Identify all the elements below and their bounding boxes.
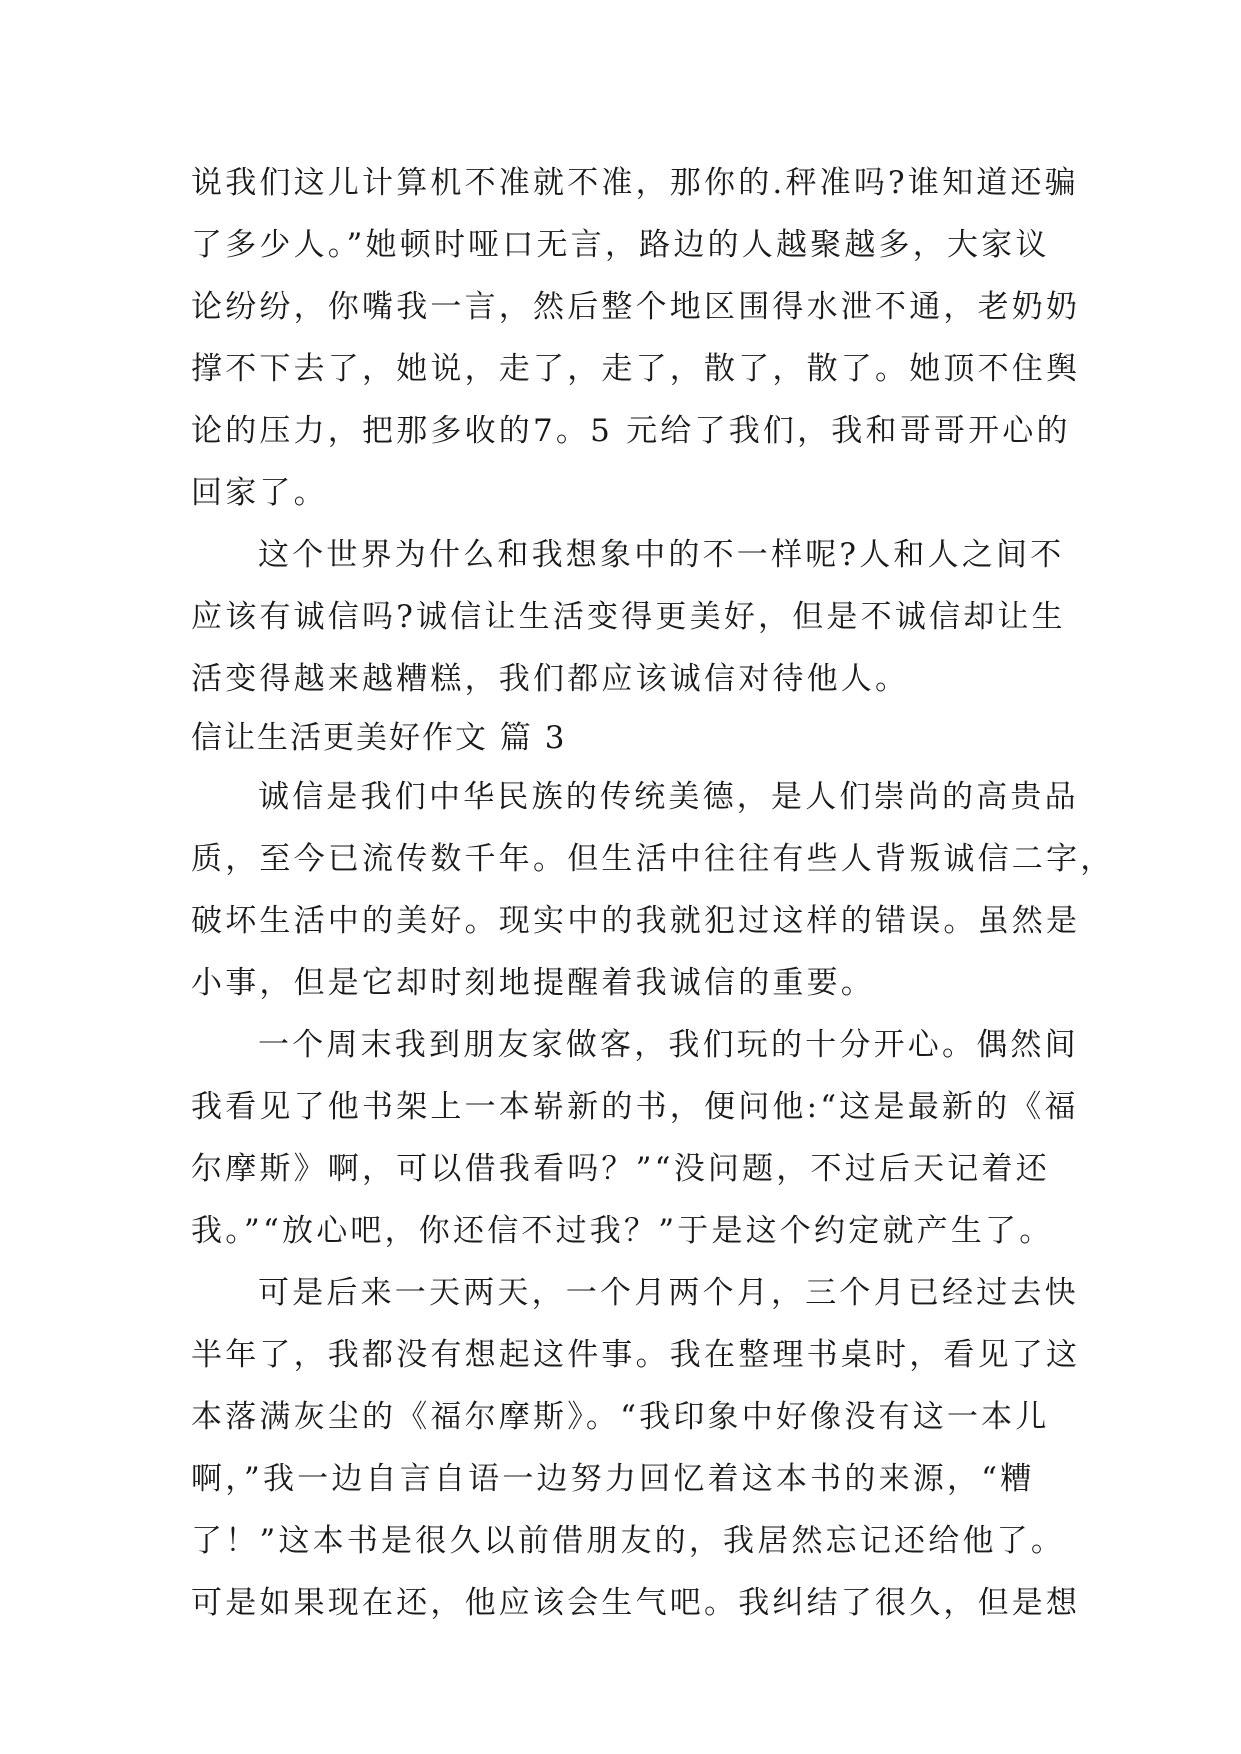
text-line: 诚信是我们中华民族的传统美德，是人们崇尚的高贵品 <box>258 779 1079 815</box>
text-line: 应该有诚信吗?诚信让生活变得更美好，但是不诚信却让生 <box>191 599 1066 635</box>
text-line: 论的压力，把那多收的7。5 元给了我们，我和哥哥开心的 <box>191 413 1071 449</box>
text-line: 一个周末我到朋友家做客，我们玩的十分开心。偶然间 <box>258 1027 1079 1063</box>
text-line: 我看见了他书架上一本崭新的书，便问他:“这是最新的《福 <box>191 1089 1079 1125</box>
text-line: 我。”“放心吧，你还信不过我？”于是这个约定就产生了。 <box>191 1213 1054 1249</box>
text-line: 质，至今已流传数千年。但生活中往往有些人背叛诚信二字， <box>191 841 1115 877</box>
text-line: 半年了，我都没有想起这件事。我在整理书桌时，看见了这 <box>191 1337 1081 1373</box>
text-line: 了多少人。”她顿时哑口无言，路边的人越聚越多，大家议 <box>191 227 1050 263</box>
text-line: 可是后来一天两天，一个月两个月，三个月已经过去快 <box>258 1275 1079 1311</box>
text-line: 破坏生活中的美好。现实中的我就犯过这样的错误。虽然是 <box>191 903 1081 939</box>
text-line: 了！”这本书是很久以前借朋友的，我居然忘记还给他了。 <box>191 1523 1066 1559</box>
text-line: 小事，但是它却时刻地提醒着我诚信的重要。 <box>191 965 875 1001</box>
text-line: 活变得越来越糟糕，我们都应该诚信对待他人。 <box>191 661 910 697</box>
text-line: 论纷纷，你嘴我一言，然后整个地区围得水泄不通，老奶奶 <box>191 289 1081 325</box>
text-line: 本落满灰尘的《福尔摩斯》。“我印象中好像没有这一本儿 <box>191 1399 1050 1435</box>
text-line: 尔摩斯》啊，可以借我看吗？”“没问题，不过后天记着还 <box>191 1151 1050 1187</box>
text-line: 可是如果现在还，他应该会生气吧。我纠结了很久，但是想 <box>191 1585 1081 1621</box>
text-line: 回家了。 <box>191 475 328 511</box>
text-line: 啊，”我一边自言自语一边努力回忆着这本书的来源，“糟 <box>191 1461 1035 1497</box>
text-line: 撑不下去了，她说，走了，走了，散了，散了。她顶不住舆 <box>191 351 1081 387</box>
section-heading: 信让生活更美好作文 篇 3 <box>191 720 567 756</box>
text-line: 说我们这儿计算机不准就不准，那你的.秤准吗?谁知道还骗 <box>191 165 1079 201</box>
text-line: 这个世界为什么和我想象中的不一样呢?人和人之间不 <box>258 537 1065 573</box>
